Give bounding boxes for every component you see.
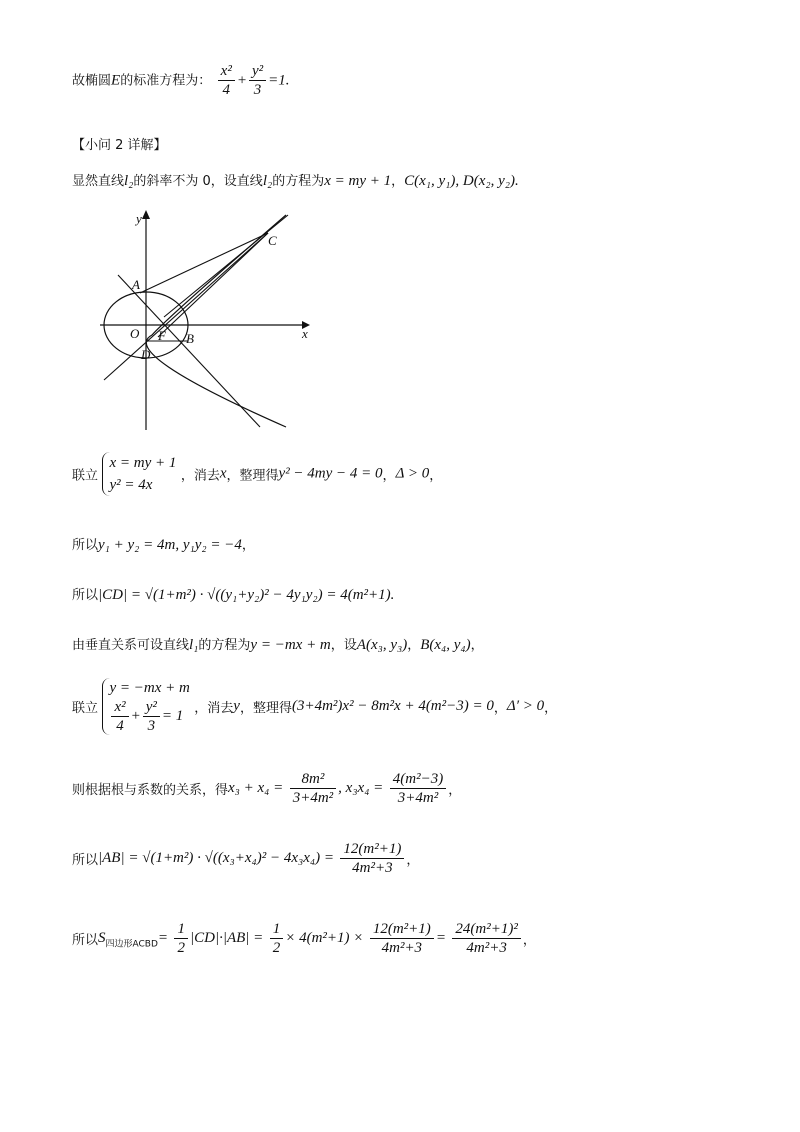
section-heading: 【小问 2 详解】 (72, 138, 167, 153)
text: 显然直线 (72, 174, 125, 189)
system-ellipse-line (72, 678, 557, 735)
fraction (370, 920, 434, 957)
line-through-f (104, 233, 268, 380)
rhs: = 1 (161, 707, 184, 724)
den: 4m²+3 (466, 940, 507, 956)
var-e: E (111, 72, 121, 89)
text: ， (522, 933, 536, 948)
y-axis-arrow (142, 210, 150, 219)
fraction (174, 920, 188, 957)
fraction-x2-over-4 (218, 62, 235, 99)
expr: |AB| = √(1+m²) · √((x₃+x₄)² − 4x₃x₄) = (98, 850, 334, 866)
cd-length-line (72, 584, 394, 604)
text: ，整理得 (226, 468, 279, 484)
label-d: D (141, 347, 151, 362)
text: ， (391, 174, 405, 189)
vieta-x-line (72, 770, 461, 807)
num: y² (249, 62, 266, 81)
text: 的斜率不为 0，设直线 (133, 174, 263, 189)
ab-length-line (72, 840, 419, 877)
geometry-figure (90, 205, 330, 435)
text: 所以 (72, 588, 99, 603)
num: 12(m²+1) (340, 840, 404, 859)
num: 4(m²−3) (390, 770, 446, 789)
text: ， (406, 853, 420, 868)
den: 3 (253, 82, 262, 98)
num: x² (218, 62, 235, 81)
text: 由垂直关系可设直线 (72, 638, 190, 653)
points: C(x₁, y₁), D(x₂, y₂) (404, 173, 515, 189)
label-f: F (158, 328, 166, 343)
fraction-y2-over-3 (249, 62, 266, 99)
num: 1 (174, 920, 188, 939)
den: 4 (222, 82, 230, 98)
var-l2: l₂ (124, 173, 134, 189)
text: ， (544, 701, 558, 716)
fraction (143, 698, 160, 735)
num: x² (111, 698, 128, 717)
text: ，整理得 (239, 701, 292, 716)
den: 3+4m² (292, 790, 334, 806)
text: 则根据根与系数的关系，得 (72, 783, 229, 798)
equation: x = my + 1 (324, 173, 392, 189)
equation-row: y = −mx + m (109, 680, 190, 696)
expr: x₃ + x₄ = (228, 780, 284, 796)
num: 8m² (290, 770, 336, 789)
text: 的方程为 (198, 638, 251, 653)
text: 所以 (72, 853, 99, 868)
text: 故椭圆 (72, 73, 112, 89)
tail: =1. (268, 72, 290, 89)
op: = (435, 930, 446, 946)
text: 联立 (72, 468, 99, 484)
text: ，消去 (180, 468, 220, 484)
text: 联立 (72, 701, 99, 716)
label-a: A (132, 277, 140, 292)
equation-row: x = my + 1 (109, 455, 177, 471)
text: 所以 (72, 933, 99, 948)
text: 的标准方程为： (120, 73, 212, 89)
var: x (219, 465, 227, 482)
text: 的方程为 (272, 174, 325, 189)
text: ， (429, 468, 443, 484)
system-parabola-line (72, 452, 442, 496)
text: ， (493, 701, 507, 716)
text: ， (448, 783, 462, 798)
text: . (514, 173, 519, 189)
den: 3+4m² (397, 790, 439, 806)
discriminant: Δ > 0 (395, 465, 430, 482)
area-line (72, 920, 536, 957)
line-setup-l1 (72, 634, 484, 654)
equation-row: y² = 4x (109, 477, 153, 493)
equation: y² − 4my − 4 = 0 (278, 465, 383, 482)
fraction (270, 920, 284, 957)
label-x: x (302, 326, 308, 341)
var-l2: l₂ (262, 173, 273, 189)
num: 1 (270, 920, 284, 939)
fraction (452, 920, 520, 957)
den: 2 (272, 940, 281, 956)
den: 2 (177, 940, 185, 956)
den: 4m²+3 (381, 940, 423, 956)
line-setup-l2 (72, 170, 519, 190)
expr: , x₃x₄ = (338, 780, 384, 796)
point-b: B(x₄, y₄) (420, 637, 471, 653)
point-a: A(x₃, y₃) (356, 637, 408, 653)
line-dc (158, 233, 268, 337)
area-subscript: 四边形ACBD (105, 939, 158, 950)
den: 3 (147, 718, 156, 734)
den: 4 (116, 718, 124, 734)
text: ， (382, 468, 396, 484)
var: y (233, 698, 240, 714)
num: 24(m²+1)² (452, 920, 520, 939)
equation: y₁ + y₂ = 4m, y₁y₂ = −4 (98, 537, 242, 553)
system-of-equations (102, 678, 189, 735)
var-l1: l₁ (189, 637, 199, 653)
text: ，消去 (194, 701, 234, 716)
den: 4m²+3 (352, 860, 393, 876)
line-l1 (118, 275, 260, 427)
label-o: O (130, 326, 140, 341)
standard-equation-line (72, 62, 289, 99)
line-l2-upper (164, 215, 288, 317)
text: ，设 (330, 638, 357, 653)
label-y: y (136, 211, 142, 226)
vieta-y-line (72, 534, 255, 554)
text: . (390, 587, 395, 603)
fraction (340, 840, 404, 877)
text: ， (407, 638, 421, 653)
fraction (290, 770, 336, 807)
system-of-equations (102, 452, 176, 496)
discriminant: Δ′ > 0 (506, 698, 545, 714)
text: ， (470, 638, 484, 653)
equation: |CD| = √(1+m²) · √((y₁+y₂)² − 4y₁y₂) = 4(m²+1) (98, 587, 391, 603)
label-c: C (268, 233, 277, 248)
num: 12(m²+1) (370, 920, 434, 939)
expr: × 4(m²+1) × (285, 930, 364, 946)
text: 所以 (72, 538, 99, 553)
label-b: B (186, 331, 194, 346)
fraction (111, 698, 128, 735)
text: ， (241, 538, 255, 553)
num: y² (143, 698, 160, 717)
fraction (390, 770, 446, 807)
equation: (3+4m²)x² − 8m²x + 4(m²−3) = 0 (291, 698, 494, 714)
parabola (146, 215, 286, 427)
equation: y = −mx + m (250, 637, 331, 653)
area-symbol: S (98, 930, 106, 946)
equation-row: $\frac{\text{x²}}{4}$ + $\frac{\text{y²}}{3}$ = 1 (109, 698, 189, 735)
op: = (157, 930, 169, 946)
op: + (236, 72, 247, 89)
expr: |CD|·|AB| = (189, 930, 264, 946)
